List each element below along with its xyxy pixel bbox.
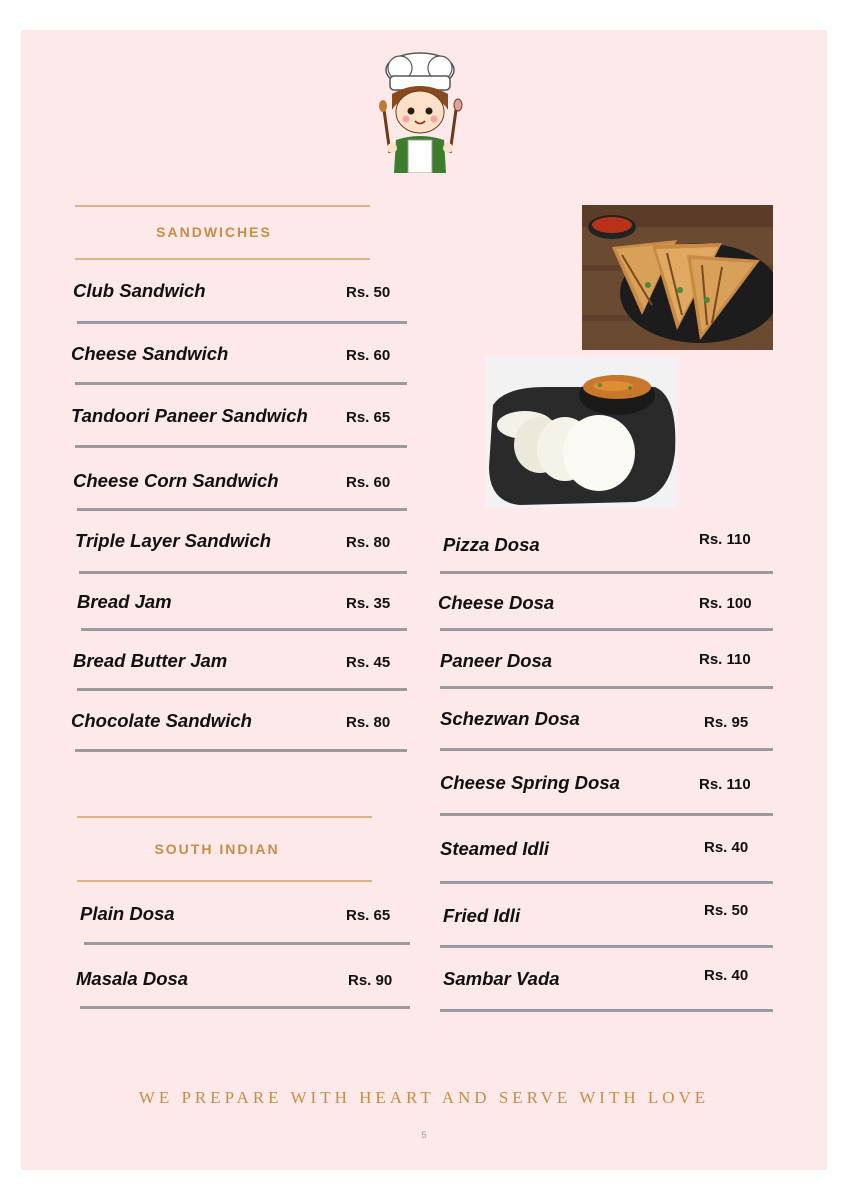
menu-item-price: Rs. 100 xyxy=(699,595,752,612)
row-divider xyxy=(440,813,773,816)
menu-item-name: Cheese Corn Sandwich xyxy=(73,470,279,491)
menu-item-price: Rs. 60 xyxy=(346,474,391,491)
menu-item-name: Masala Dosa xyxy=(76,968,189,989)
menu-item-name: Triple Layer Sandwich xyxy=(75,530,272,551)
menu-item-price: Rs. 90 xyxy=(348,972,393,989)
row-divider xyxy=(84,942,410,945)
row-divider xyxy=(77,688,407,691)
menu-item-name: Cheese Dosa xyxy=(438,592,555,613)
row-divider xyxy=(75,382,407,385)
row-divider xyxy=(440,945,773,948)
menu-item-name: Paneer Dosa xyxy=(440,650,553,671)
menu-item-name: Chocolate Sandwich xyxy=(71,710,252,731)
section-divider-top xyxy=(77,816,372,818)
row-divider xyxy=(77,508,407,511)
section-divider-bottom xyxy=(77,880,372,882)
menu-item-price: Rs. 80 xyxy=(346,714,391,731)
menu-item-name: Bread Jam xyxy=(77,591,172,612)
row-divider xyxy=(77,321,407,324)
row-divider xyxy=(440,628,773,631)
row-divider xyxy=(75,749,407,752)
menu-item-price: Rs. 50 xyxy=(704,902,749,919)
menu-item-price: Rs. 95 xyxy=(704,714,749,731)
menu-item-price: Rs. 65 xyxy=(346,907,391,924)
menu-item-name: Bread Butter Jam xyxy=(73,650,228,671)
row-divider xyxy=(80,1006,410,1009)
section-title-sandwiches: SANDWICHES xyxy=(156,224,272,240)
menu-item-name: Cheese Sandwich xyxy=(71,343,229,364)
menu-item-price: Rs. 110 xyxy=(699,651,751,668)
menu-item-price: Rs. 110 xyxy=(699,531,751,548)
section-divider-bottom xyxy=(75,258,370,260)
row-divider xyxy=(79,571,407,574)
menu-item-price: Rs. 110 xyxy=(699,776,751,793)
menu-item-price: Rs. 60 xyxy=(346,347,391,364)
section-divider-top xyxy=(75,205,370,207)
row-divider xyxy=(440,1009,773,1012)
menu-item-price: Rs. 50 xyxy=(346,284,391,301)
section-title-south-indian: SOUTH INDIAN xyxy=(154,841,280,857)
menu-item-price: Rs. 65 xyxy=(346,409,391,426)
menu-item-name: Sambar Vada xyxy=(443,968,560,989)
menu-item-name: Plain Dosa xyxy=(80,903,175,924)
menu-item-name: Steamed Idli xyxy=(440,838,549,859)
menu-item-name: Fried Idli xyxy=(443,905,521,926)
menu-item-price: Rs. 45 xyxy=(346,654,391,671)
menu-item-name: Pizza Dosa xyxy=(443,534,540,555)
chef-mascot-icon xyxy=(370,48,470,173)
grilled-sandwich-photo xyxy=(582,205,773,350)
row-divider xyxy=(81,628,407,631)
page-number: 5 xyxy=(421,1130,427,1140)
menu-item-price: Rs. 40 xyxy=(704,967,749,984)
row-divider xyxy=(440,571,773,574)
row-divider xyxy=(440,748,773,751)
menu-item-price: Rs. 80 xyxy=(346,534,391,551)
menu-item-name: Tandoori Paneer Sandwich xyxy=(71,405,308,426)
menu-item-name: Club Sandwich xyxy=(73,280,206,301)
menu-item-price: Rs. 35 xyxy=(346,595,391,612)
menu-item-name: Cheese Spring Dosa xyxy=(440,772,620,793)
footer-tagline: WE PREPARE WITH HEART AND SERVE WITH LOVE xyxy=(138,1088,710,1107)
idli-sambar-photo xyxy=(485,357,678,508)
row-divider xyxy=(440,686,773,689)
menu-item-price: Rs. 40 xyxy=(704,839,749,856)
row-divider xyxy=(440,881,773,884)
menu-item-name: Schezwan Dosa xyxy=(440,708,580,729)
row-divider xyxy=(75,445,407,448)
